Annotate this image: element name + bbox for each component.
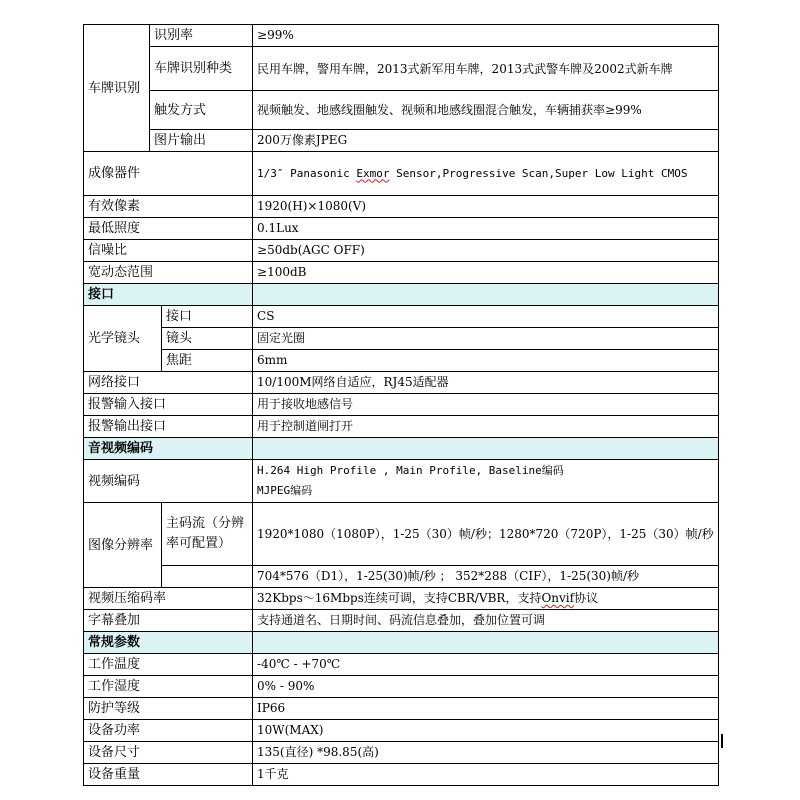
network-value: 10/100M网络自适应，RJ45适配器	[253, 372, 719, 394]
focal-value: 6mm	[253, 350, 719, 372]
size-value: 135(直径) *98.85(高)	[253, 742, 719, 764]
bitrate-value-suffix: 协议	[574, 591, 599, 605]
section-general: 常规参数	[84, 632, 253, 654]
humidity-value: 0% - 90%	[253, 676, 719, 698]
sensor-value-suffix: Sensor,Progressive Scan,Super Low Light CMOS	[389, 166, 688, 180]
temp-value: -40℃ - +70℃	[253, 654, 719, 676]
humidity-label: 工作湿度	[84, 676, 253, 698]
spec-table	[83, 24, 719, 786]
temp-label: 工作温度	[84, 654, 253, 676]
sub-stream-value: 704*576（D1），1-25(30)帧/秒 ； 352*288（CIF），1-25(30)帧/秒	[253, 566, 719, 588]
pixels-label: 有效像素	[84, 196, 253, 218]
illumination-label: 最低照度	[84, 218, 253, 240]
plate-types-value: 民用车牌，警用车牌，2013式新军用车牌，2013式武警车牌及2002式新车牌	[253, 47, 719, 91]
mount-value: CS	[253, 306, 719, 328]
section-interface: 接口	[84, 284, 253, 306]
mount-label: 接口	[162, 306, 253, 328]
overlay-label: 字幕叠加	[84, 610, 253, 632]
wdr-value: ≥100dB	[253, 262, 719, 284]
bitrate-value-prefix: 32Kbps～16Mbps连续可调，支持CBR/VBR，支持	[257, 591, 542, 605]
plate-types-label: 车牌识别种类	[150, 47, 253, 91]
sensor-value-prefix: 1/3″ Panasonic	[257, 166, 357, 180]
image-output-label: 图片输出	[150, 130, 253, 152]
rate-label: 识别率	[150, 25, 253, 47]
image-output-value: 200万像素JPEG	[253, 130, 719, 152]
alarm-out-value: 用于控制道闸打开	[253, 416, 719, 438]
snr-value: ≥50db(AGC OFF)	[253, 240, 719, 262]
rate-value: ≥99%	[253, 25, 719, 47]
trigger-value: 视频触发、地感线圈触发、视频和地感线圈混合触发，车辆捕获率≥99%	[253, 91, 719, 130]
pixels-value: 1920(H)×1080(V)	[253, 196, 719, 218]
bitrate-value-spellcheck: Onvif	[541, 591, 575, 605]
sensor-value-spellcheck: Exmor	[356, 166, 390, 180]
wdr-label: 宽动态范围	[84, 262, 253, 284]
sensor-value	[253, 152, 719, 196]
size-label: 设备尺寸	[84, 742, 253, 764]
focal-label: 焦距	[162, 350, 253, 372]
lens-label: 镜头	[162, 328, 253, 350]
section-av-fill	[253, 438, 719, 460]
sensor-label: 成像器件	[84, 152, 253, 196]
weight-label: 设备重量	[84, 764, 253, 786]
alarm-out-label: 报警输出接口	[84, 416, 253, 438]
lens-value: 固定光圈	[253, 328, 719, 350]
plate-group-label: 车牌识别	[84, 25, 150, 152]
power-label: 设备功率	[84, 720, 253, 742]
power-value: 10W(MAX)	[253, 720, 719, 742]
section-general-fill	[253, 632, 719, 654]
ip-value: IP66	[253, 698, 719, 720]
section-interface-fill	[253, 284, 719, 306]
video-codec-line2: MJPEG编码	[257, 484, 313, 497]
alarm-in-label: 报警输入接口	[84, 394, 253, 416]
video-codec-value	[253, 460, 719, 503]
weight-value: 1千克	[253, 764, 719, 786]
video-codec-label: 视频编码	[84, 460, 253, 503]
sub-stream-label-empty	[162, 566, 253, 588]
overlay-value: 支持通道名、日期时间、码流信息叠加，叠加位置可调	[253, 610, 719, 632]
illumination-value: 0.1Lux	[253, 218, 719, 240]
bitrate-value	[253, 588, 719, 610]
network-label: 网络接口	[84, 372, 253, 394]
bitrate-label: 视频压缩码率	[84, 588, 253, 610]
trigger-label: 触发方式	[150, 91, 253, 130]
video-codec-line1: H.264 High Profile , Main Profile, Baseline编码	[257, 464, 564, 477]
main-stream-value: 1920*1080（1080P），1-25（30）帧/秒；1280*720（720P），1-25（30）帧/秒	[253, 503, 719, 566]
alarm-in-value: 用于接收地感信号	[253, 394, 719, 416]
main-stream-label: 主码流（分辨率可配置）	[162, 503, 253, 566]
resolution-group-label: 图像分辨率	[84, 503, 162, 588]
section-av: 音视频编码	[84, 438, 253, 460]
snr-label: 信噪比	[84, 240, 253, 262]
optics-group-label: 光学镜头	[84, 306, 162, 372]
ip-label: 防护等级	[84, 698, 253, 720]
text-cursor	[721, 734, 723, 748]
